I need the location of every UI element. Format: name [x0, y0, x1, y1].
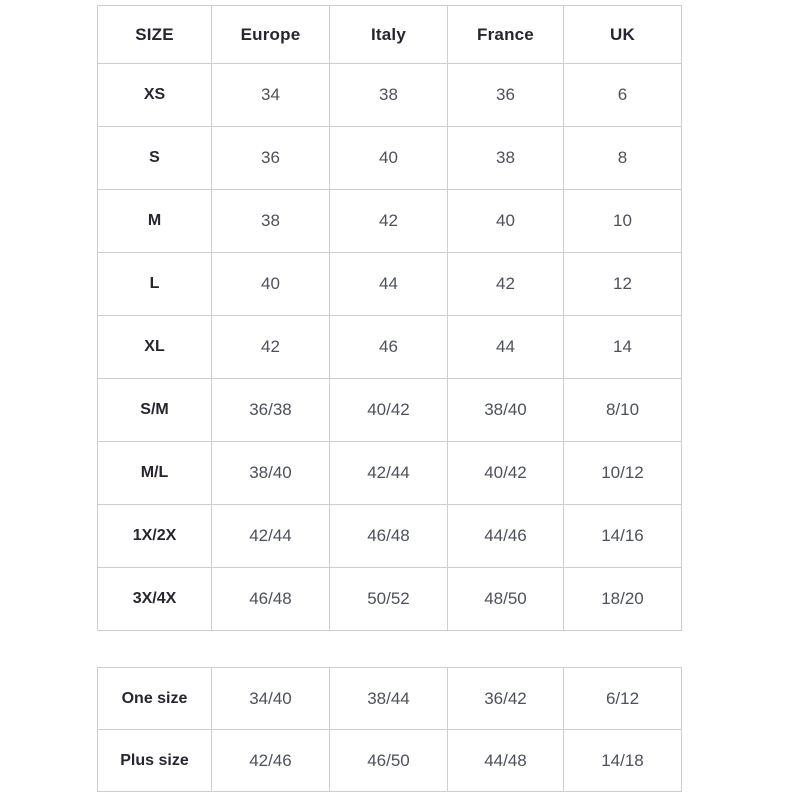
- cell-uk: 6/12: [564, 668, 682, 730]
- table-header-row: [98, 6, 682, 64]
- cell-europe: 42/46: [212, 730, 330, 792]
- cell-uk: 6: [564, 64, 682, 127]
- cell-uk: 14: [564, 316, 682, 379]
- cell-uk: 12: [564, 253, 682, 316]
- cell-italy: 50/52: [330, 568, 448, 631]
- cell-italy: 44: [330, 253, 448, 316]
- cell-italy: 38/44: [330, 668, 448, 730]
- column-header-italy: Italy: [330, 6, 448, 64]
- row-label-l: L: [98, 253, 212, 316]
- size-chart-page: [97, 5, 681, 792]
- cell-france: 44/46: [448, 505, 564, 568]
- table-row: [98, 668, 682, 730]
- table-row: [98, 442, 682, 505]
- cell-italy: 46: [330, 316, 448, 379]
- cell-europe: 34: [212, 64, 330, 127]
- table-row: [98, 730, 682, 792]
- table-row: [98, 316, 682, 379]
- special-sizes-table: [97, 667, 682, 792]
- cell-uk: 10: [564, 190, 682, 253]
- table-row: [98, 64, 682, 127]
- cell-uk: 14/18: [564, 730, 682, 792]
- cell-italy: 38: [330, 64, 448, 127]
- row-label-m-l: M/L: [98, 442, 212, 505]
- cell-france: 44/48: [448, 730, 564, 792]
- column-header-europe: Europe: [212, 6, 330, 64]
- cell-europe: 38: [212, 190, 330, 253]
- cell-france: 40/42: [448, 442, 564, 505]
- row-label-one-size: One size: [98, 668, 212, 730]
- cell-italy: 46/48: [330, 505, 448, 568]
- size-conversion-table: [97, 5, 682, 631]
- cell-europe: 40: [212, 253, 330, 316]
- cell-italy: 42/44: [330, 442, 448, 505]
- cell-france: 38/40: [448, 379, 564, 442]
- cell-uk: 8: [564, 127, 682, 190]
- row-label-3x-4x: 3X/4X: [98, 568, 212, 631]
- cell-uk: 18/20: [564, 568, 682, 631]
- row-label-xs: XS: [98, 64, 212, 127]
- cell-france: 42: [448, 253, 564, 316]
- cell-europe: 42/44: [212, 505, 330, 568]
- row-label-1x-2x: 1X/2X: [98, 505, 212, 568]
- cell-france: 40: [448, 190, 564, 253]
- cell-europe: 42: [212, 316, 330, 379]
- cell-france: 44: [448, 316, 564, 379]
- column-header-france: France: [448, 6, 564, 64]
- column-header-size: SIZE: [98, 6, 212, 64]
- row-label-xl: XL: [98, 316, 212, 379]
- table-row: [98, 127, 682, 190]
- table-row: [98, 253, 682, 316]
- column-header-uk: UK: [564, 6, 682, 64]
- cell-uk: 8/10: [564, 379, 682, 442]
- cell-italy: 40: [330, 127, 448, 190]
- cell-europe: 46/48: [212, 568, 330, 631]
- cell-france: 36: [448, 64, 564, 127]
- cell-europe: 34/40: [212, 668, 330, 730]
- cell-france: 48/50: [448, 568, 564, 631]
- cell-europe: 36: [212, 127, 330, 190]
- table-row: [98, 505, 682, 568]
- cell-uk: 10/12: [564, 442, 682, 505]
- cell-italy: 40/42: [330, 379, 448, 442]
- cell-europe: 38/40: [212, 442, 330, 505]
- cell-uk: 14/16: [564, 505, 682, 568]
- table-row: [98, 379, 682, 442]
- cell-italy: 46/50: [330, 730, 448, 792]
- row-label-m: M: [98, 190, 212, 253]
- row-label-plus-size: Plus size: [98, 730, 212, 792]
- cell-italy: 42: [330, 190, 448, 253]
- cell-europe: 36/38: [212, 379, 330, 442]
- row-label-s-m: S/M: [98, 379, 212, 442]
- table-row: [98, 568, 682, 631]
- row-label-s: S: [98, 127, 212, 190]
- cell-france: 38: [448, 127, 564, 190]
- table-row: [98, 190, 682, 253]
- cell-france: 36/42: [448, 668, 564, 730]
